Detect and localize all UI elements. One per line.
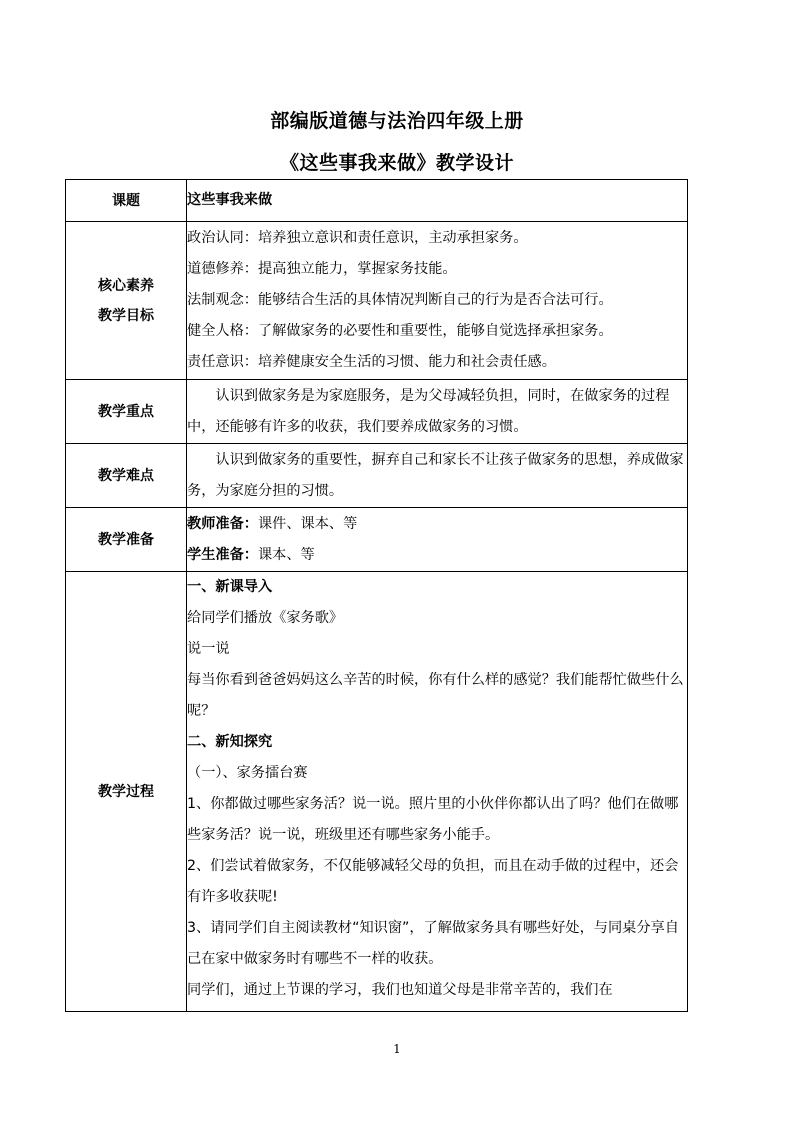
paragraph: 每当你看到爸爸妈妈这么辛苦的时候，你有什么样的感觉？我们能帮忙做些什么呢？ [187, 672, 684, 719]
student-preparation [187, 540, 687, 571]
key-points-content [187, 380, 688, 444]
process-content [187, 572, 688, 1012]
topic-label: 课题 [66, 180, 187, 222]
paragraph: 3、请同学们自主阅读教材“知识窗”，了解做家务具有哪些好处，与同桌分享自己在家中做家务时有哪些不一样的收获。 [187, 920, 679, 967]
goal-item: 道德修养：提高独立能力，掌握家务技能。 [187, 261, 457, 277]
section-heading: 二、新知探究 [187, 734, 273, 750]
goals-label-line1: 核心素养 [98, 277, 154, 294]
teacher-preparation-label: 教师准备： [187, 515, 258, 532]
table-row-topic [66, 180, 688, 222]
key-points-label: 教学重点 [66, 380, 187, 444]
table-row-key-points [66, 380, 688, 444]
topic-text: 这些事我来做 [187, 192, 273, 208]
paragraph: 说一说 [187, 641, 230, 657]
student-preparation-value: 课本、等 [257, 546, 315, 563]
paragraph: 给同学们播放《家务歌》 [187, 610, 344, 626]
lesson-plan-table [65, 179, 688, 1012]
table-row-preparation [66, 508, 688, 572]
document-title: 部编版道德与法治四年级上册 [270, 110, 524, 132]
goals-label [66, 222, 187, 380]
goals-content [187, 222, 688, 380]
page-number: 1 [393, 1042, 401, 1056]
student-preparation-label: 学生准备： [187, 546, 258, 563]
paragraph: 同学们，通过上节课的学习，我们也知道父母是非常辛苦的，我们在 [187, 982, 613, 998]
difficulties-label: 教学难点 [66, 444, 187, 508]
teacher-preparation-value: 课件、课本、等 [257, 515, 358, 532]
paragraph: （一）、家务擂台赛 [187, 765, 308, 781]
document-subtitle: 《这些事我来做》教学设计 [279, 152, 514, 174]
teacher-preparation [187, 509, 687, 540]
paragraph: 2、们尝试着做家务，不仅能够减轻父母的负担，而且在动手做的过程中，还会有许多收获呢! [187, 858, 679, 905]
goals-label-line2: 教学目标 [98, 307, 154, 324]
difficulties-content [187, 444, 688, 508]
goal-item: 法制观念：能够结合生活的具体情况判断自己的行为是否合法可行。 [187, 292, 613, 308]
preparation-content [187, 508, 688, 572]
process-label: 教学过程 [66, 572, 187, 1012]
goal-item: 责任意识：培养健康安全生活的习惯、能力和社会责任感。 [187, 354, 556, 370]
section-heading: 一、新课导入 [187, 579, 273, 595]
goal-item: 政治认同：培养独立意识和责任意识，主动承担家务。 [187, 230, 528, 246]
table-row-process [66, 572, 688, 1012]
paragraph: 1、你都做过哪些家务活？说一说。照片里的小伙伴你都认出了吗？他们在做哪些家务活？说一说，班级里还有哪些家务小能手。 [187, 796, 679, 843]
table-row-goals [66, 222, 688, 380]
topic-value [187, 180, 688, 222]
preparation-label: 教学准备 [66, 508, 187, 572]
key-points-text: 认识到做家务是为家庭服务，是为父母减轻负担，同时，在做家务的过程中，还能够有许多的收获，我们要养成做家务的习惯。 [187, 387, 670, 435]
table-row-difficulties [66, 444, 688, 508]
goal-item: 健全人格：了解做家务的必要性和重要性，能够自觉选择承担家务。 [187, 323, 613, 339]
difficulties-text: 认识到做家务的重要性，摒弃自己和家长不让孩子做家务的思想，养成做家务，为家庭分担的习惯。 [187, 451, 684, 499]
